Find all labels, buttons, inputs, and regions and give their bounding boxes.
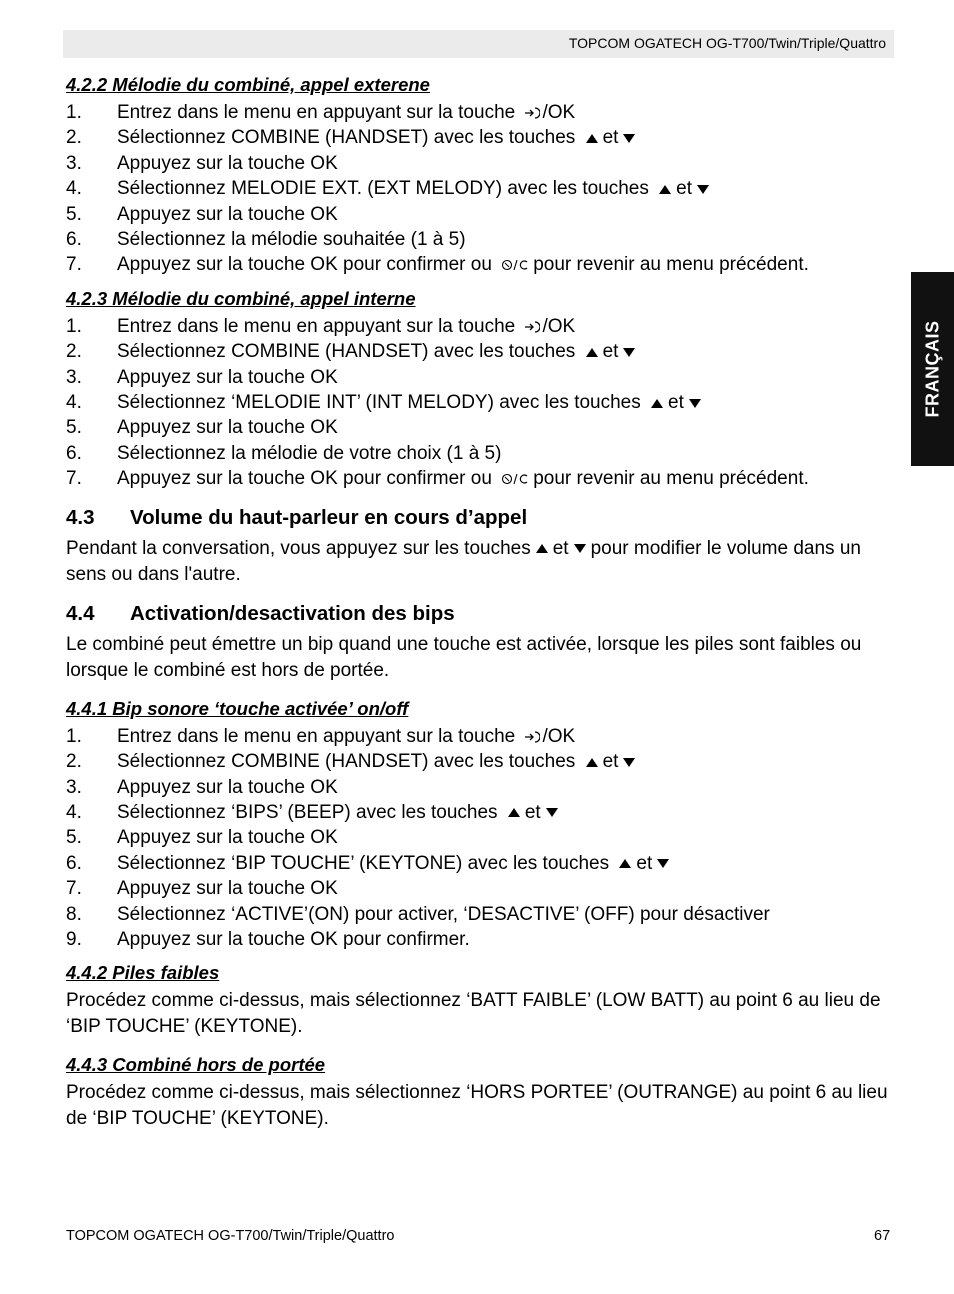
menu-key-icon bbox=[524, 106, 540, 120]
up-triangle-icon bbox=[586, 348, 598, 357]
list-item: 5. Appuyez sur la touche OK bbox=[66, 417, 338, 439]
list-item: 1. Entrez dans le menu en appuyant sur la touche /OK bbox=[66, 315, 576, 337]
steps-4-4-1 bbox=[66, 724, 896, 953]
paragraph-4-3: Pendant la conversation, vous appuyez sur les touches et pour modifier le volume dans un sens ou dans l'autre. bbox=[66, 537, 861, 585]
subsection-title-4-4-2: 4.4.2 Piles faibles bbox=[66, 962, 220, 984]
paragraph-4-4-2: Procédez comme ci-dessus, mais sélectionnez ‘BATT FAIBLE’ (LOW BATT) au point 6 au lieu de ‘BIP TOUCHE’ (KEYTONE). bbox=[66, 990, 881, 1038]
paragraph-4-4-3: Procédez comme ci-dessus, mais sélectionnez ‘HORS PORTEE’ (OUTRANGE) au point 6 au lieu de ‘BIP TOUCHE’ (KEYTONE). bbox=[66, 1082, 888, 1130]
up-triangle-icon bbox=[508, 808, 520, 817]
subsection-title-4-2-2: 4.2.2 Mélodie du combiné, appel exterene bbox=[66, 74, 430, 95]
up-triangle-icon bbox=[586, 758, 598, 767]
list-item: 2. Sélectionnez COMBINE (HANDSET) avec les touches et bbox=[66, 749, 896, 774]
up-triangle-icon bbox=[651, 399, 663, 408]
list-item: 3. Appuyez sur la touche OK bbox=[66, 152, 338, 174]
header-text: TOPCOM OGATECH OG-T700/Twin/Triple/Quattro bbox=[568, 35, 886, 51]
list-item: 5. Appuyez sur la touche OK bbox=[66, 203, 338, 225]
language-tab-label: FRANÇAIS bbox=[922, 320, 942, 418]
down-triangle-icon bbox=[689, 399, 701, 408]
section-title-4-3: 4.3 Volume du haut-parleur en cours d’appel bbox=[66, 505, 528, 529]
list-item: 8. Sélectionnez ‘ACTIVE’(ON) pour activer, ‘DESACTIVE’ (OFF) pour désactiver bbox=[66, 903, 770, 925]
list-item: 3. Appuyez sur la touche OK bbox=[66, 776, 338, 798]
up-triangle-icon bbox=[659, 185, 671, 194]
paragraph-4-4: Le combiné peut émettre un bip quand une touche est activée, lorsque les piles sont faibles ou lorsque le combiné est hors de portée. bbox=[66, 633, 862, 681]
cancel-c-key-icon bbox=[501, 472, 531, 486]
page-header bbox=[63, 30, 894, 58]
list-item: 9. Appuyez sur la touche OK pour confirmer. bbox=[66, 928, 470, 950]
menu-key-icon bbox=[524, 320, 540, 334]
down-triangle-icon bbox=[697, 185, 709, 194]
down-triangle-icon bbox=[657, 859, 669, 868]
list-item: 7. Appuyez sur la touche OK pour confirmer ou pour revenir au menu précédent. bbox=[66, 468, 809, 490]
list-item: 5. Appuyez sur la touche OK bbox=[66, 827, 338, 849]
subsection-title-4-2-3: 4.2.3 Mélodie du combiné, appel interne bbox=[66, 287, 416, 309]
page-number: 67 bbox=[874, 1228, 891, 1244]
subsection-title-4-4-3: 4.4.3 Combiné hors de portée bbox=[66, 1054, 326, 1076]
list-item: 6. Sélectionnez la mélodie de votre choix (1 à 5) bbox=[66, 442, 502, 464]
cancel-c-key-icon bbox=[501, 258, 531, 272]
list-item: 2. Sélectionnez COMBINE (HANDSET) avec les touches et bbox=[66, 339, 896, 364]
steps-4-2-3 bbox=[66, 314, 896, 492]
menu-key-icon bbox=[524, 730, 540, 744]
down-triangle-icon bbox=[546, 808, 558, 817]
list-item: 1. Entrez dans le menu en appuyant sur la touche /OK bbox=[66, 725, 576, 747]
up-triangle-icon bbox=[619, 859, 631, 868]
list-item: 6. Sélectionnez ‘BIP TOUCHE’ (KEYTONE) avec les touches et bbox=[66, 851, 896, 876]
down-triangle-icon bbox=[623, 134, 635, 143]
up-triangle-icon bbox=[586, 134, 598, 143]
footer-text: TOPCOM OGATECH OG-T700/Twin/Triple/Quattro bbox=[66, 1228, 395, 1244]
down-triangle-icon bbox=[574, 544, 586, 553]
down-triangle-icon bbox=[623, 758, 635, 767]
subsection-title-4-4-1: 4.4.1 Bip sonore ‘touche activée’ on/off bbox=[66, 697, 409, 719]
list-item: 4. Sélectionnez MELODIE EXT. (EXT MELODY) avec les touches et bbox=[66, 176, 896, 201]
language-tab bbox=[911, 272, 954, 466]
list-item: 3. Appuyez sur la touche OK bbox=[66, 366, 338, 388]
list-item: 7. Appuyez sur la touche OK bbox=[66, 878, 338, 900]
list-item: 1. Entrez dans le menu en appuyant sur la touche /OK bbox=[66, 102, 576, 123]
up-triangle-icon bbox=[536, 544, 548, 553]
page-content bbox=[66, 74, 896, 1146]
steps-4-2-2 bbox=[66, 100, 896, 278]
list-item: 2. Sélectionnez COMBINE (HANDSET) avec les touches et bbox=[66, 125, 896, 150]
list-item: 7. Appuyez sur la touche OK pour confirmer ou pour revenir au menu précédent. bbox=[66, 254, 809, 276]
section-title-4-4: 4.4 Activation/desactivation des bips bbox=[66, 601, 455, 625]
list-item: 6. Sélectionnez la mélodie souhaitée (1 à 5) bbox=[66, 229, 466, 251]
list-item: 4. Sélectionnez ‘MELODIE INT’ (INT MELODY) avec les touches et bbox=[66, 390, 896, 415]
list-item: 4. Sélectionnez ‘BIPS’ (BEEP) avec les touches et bbox=[66, 800, 896, 825]
down-triangle-icon bbox=[623, 348, 635, 357]
